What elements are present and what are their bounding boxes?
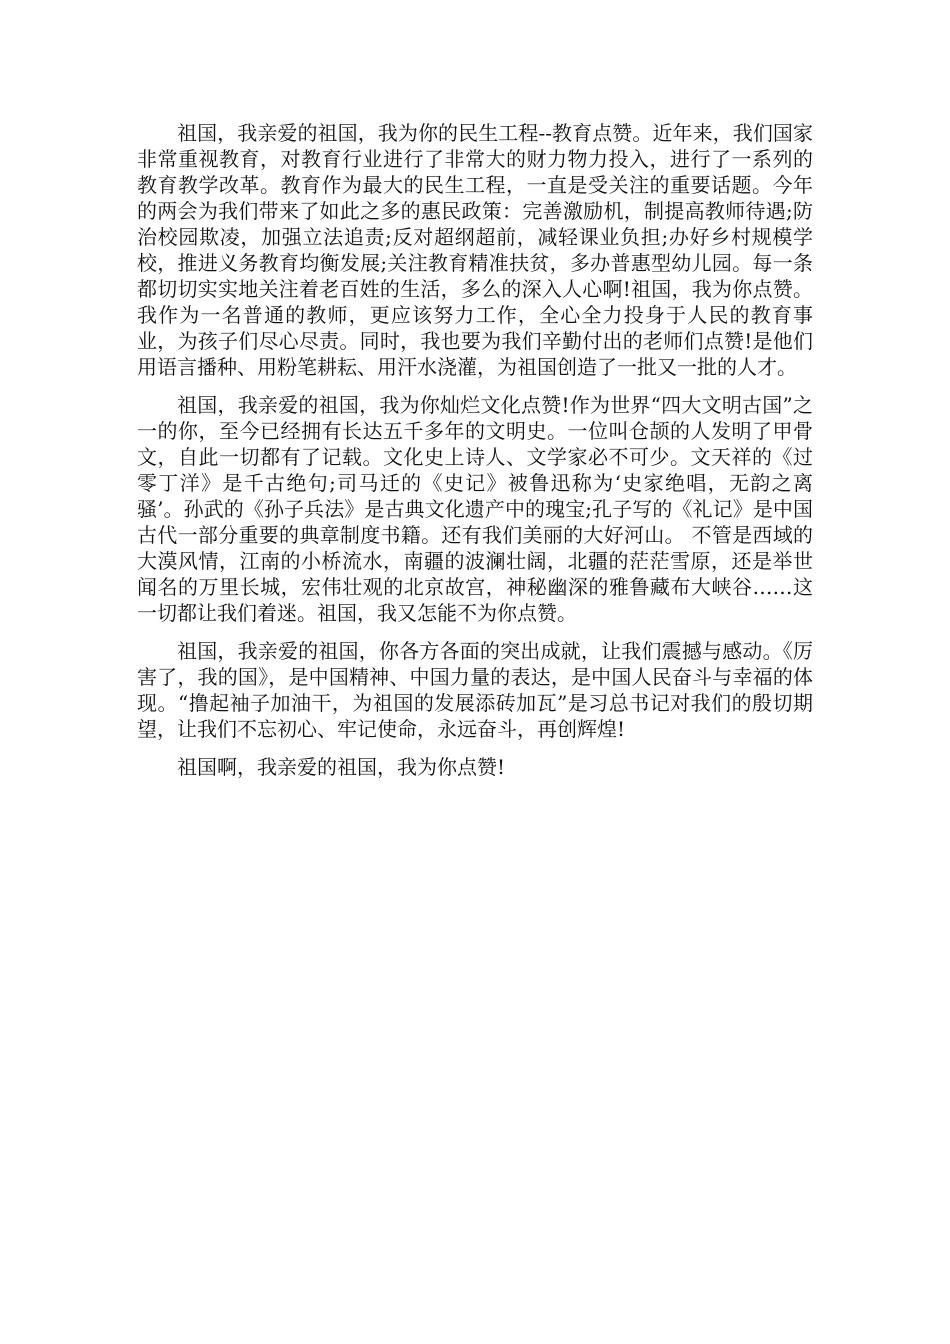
document-body (137, 120, 813, 792)
paragraph-achievements: 祖国，我亲爱的祖国，你各方各面的突出成就，让我们震撼与感动。《厉害了，我的国》，是中国精神、中国力量的表达，是中国人民奋斗与幸福的体现。“撸起袖子加油干，为祖国的发展添砖加瓦”是习总书记对我们的殷切期望，让我们不忘初心、牢记使命，永远奋斗，再创辉煌! (137, 639, 813, 741)
paragraph-education: 祖国，我亲爱的祖国，我为你的民生工程--教育点赞。近年来，我们国家非常重视教育，对教育行业进行了非常大的财力物力投入，进行了一系列的教育教学改革。教育作为最大的民生工程，一直是受关注的重要话题。今年的两会为我们带来了如此之多的惠民政策：完善激励机，制提高教师待遇;防治校园欺凌，加强立法追责;反对超纲超前，减轻课业负担;办好乡村规模学校，推进义务教育均衡发展;关注教育精准扶贫，多办普惠型幼儿园。每一条都切切实实地关注着老百姓的生活，多么的深入人心啊!祖国，我为你点赞。我作为一名普通的教师，更应该努力工作，全心全力投身于人民的教育事业，为孩子们尽心尽责。同时，我也要为我们辛勤付出的老师们点赞!是他们用语言播种、用粉笔耕耘、用汗水浇灌，为祖国创造了一批又一批的人才。 (137, 121, 813, 379)
paragraph-culture: 祖国，我亲爱的祖国，我为你灿烂文化点赞!作为世界“四大文明古国”之一的你，至今已经拥有长达五千多年的文明史。一位叫仓颉的人发明了甲骨文，自此一切都有了记载。文化史上诗人、文学家必不可少。文天祥的《过零丁洋》是千古绝句;司马迁的《史记》被鲁迅称为‘史家绝唱，无韵之离骚’。孙武的《孙子兵法》是古典文化遗产中的瑰宝;孔子写的《礼记》是中国古代一部分重要的典章制度书籍。还有我们美丽的大好河山。 不管是西域的大漠风情，江南的小桥流水，南疆的波澜壮阔，北疆的茫茫雪原，还是举世闻名的万里长城，宏伟壮观的北京故宫，神秘幽深的雅鲁藏布大峡谷……这一切都让我们着迷。祖国，我又怎能不为你点赞。 (137, 393, 813, 625)
paragraph-closing: 祖国啊，我亲爱的祖国，我为你点赞! (177, 755, 506, 779)
